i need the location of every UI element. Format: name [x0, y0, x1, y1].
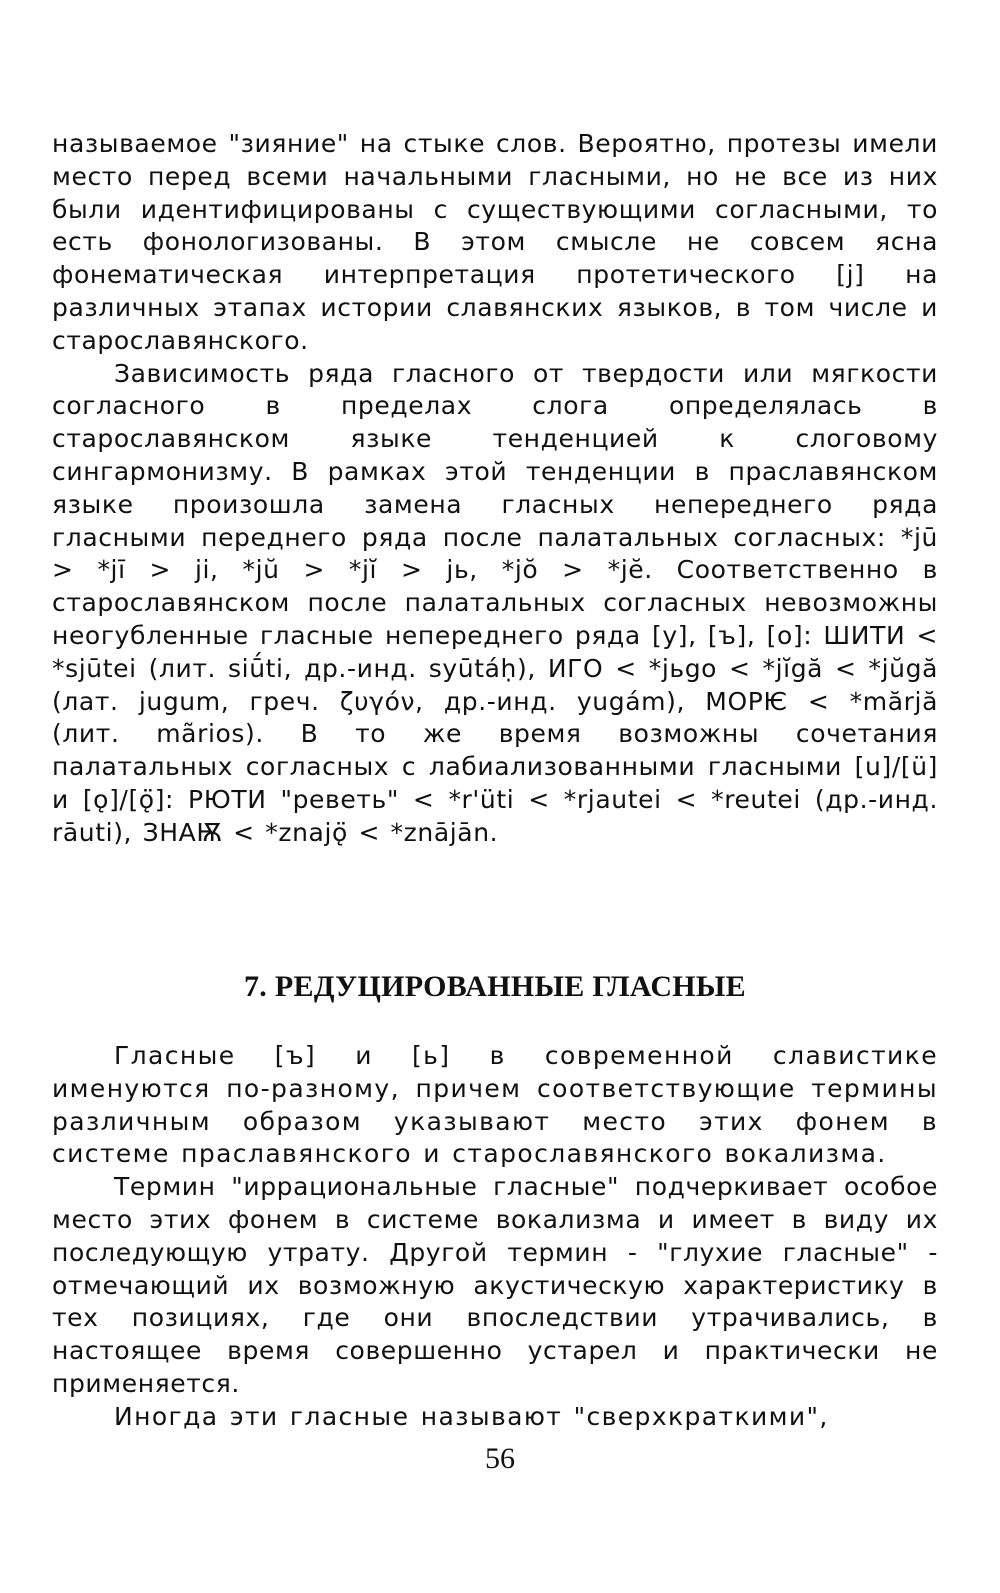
section-heading: 7. РЕДУЦИРОВАННЫЕ ГЛАСНЫЕ — [244, 970, 746, 1003]
section-2 — [52, 1040, 938, 1434]
paragraph-syllable-synharmony: Зависимость ряда гласного от твердости или мягкости согласного в пределах слога определялась в старославянском языке тенденцией к слоговому сингармонизму. В рамках этой тенденции в праславянском языке произошла замена гласных непереднего ряда гласными переднего ряда после палатальных согласных: *jū > *jī > ji, *jŭ > *jĭ > jь, *jŏ > *jĕ. Соответственно в старославянском после палатальных согласных невозможны неогубленные гласные непереднего ряда [y], [ъ], [o]: ШИТИ < *sjūtei (лит. siū́ti, др.-инд. syūtáḥ), ИГО < *jьgo < *jĭgă < *jŭgă (лат. jugum, греч. ζυγόν, др.-инд. yugám), МОРѤ < *mărjă (лит. mãrios). В то же время возможны сочетания палатальных согласных с лабиализованными гласными [u]/[ü] и [ǫ]/[ǫ̈]: РЮТИ "реветь" < *r'üti < *rjautei < *reutei (др.-инд. rāuti), ЗНАѬ < *znajǫ̈ < *znājān. — [52, 358, 938, 847]
page-number: 56 — [485, 1442, 515, 1475]
paragraph-ultrashort: Иногда эти гласные называют "сверхкраткими", — [114, 1401, 829, 1431]
paragraph-reduced-vowels-intro: Гласные [ъ] и [ь] в современной славистике именуются по-разному, причем соответствующие термины различным образом указывают место этих фонем в системе праславянского и старославянского вокализма. — [52, 1041, 938, 1169]
paragraph-irrational-vowels: Термин "иррациональные гласные" подчеркивает особое место этих фонем в системе вокализма и имеет в виду их последующую утрату. Другой термин - "глухие гласные" - отмечающий их возможную акустическую характеристику в тех позициях, где они впоследствии утрачивались, в настоящее время совершенно устарел и практически не применяется. — [52, 1172, 938, 1398]
paragraph-continuation: называемое "зияние" на стыке слов. Вероятно, протезы имели место перед всеми начальными гласными, но не все из них были идентифицированы с существующими согласными, то есть фонологизованы. В этом смысле не совсем ясна фонематическая интерпретация протетического [j] на различных этапах истории славянских языков, в том числе и старославянского. — [52, 129, 938, 355]
section-1 — [52, 128, 938, 850]
